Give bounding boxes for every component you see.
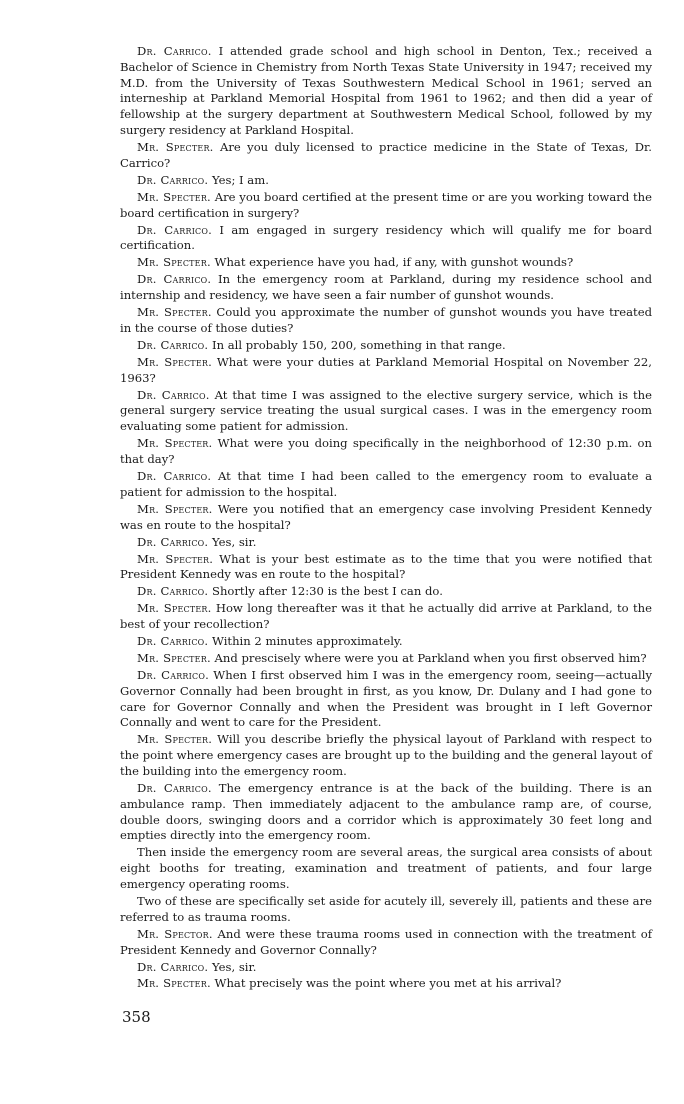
speaker-name: Mr. Spector. [137,926,213,941]
testimony-paragraph [120,502,652,534]
testimony-paragraph [120,927,652,959]
testimony-text: What is your best estimate as to the time that you were notified that President Kennedy was en route to the hospital? [120,551,652,582]
speaker-name: Dr. Carrico. [137,780,212,795]
testimony-paragraph [120,781,652,844]
speaker-name: Dr. Carrico. [137,468,212,483]
speaker-name: Mr. Specter. [137,976,211,991]
testimony-paragraph [120,388,652,435]
testimony-paragraph [120,535,652,551]
testimony-paragraph [120,305,652,337]
testimony-paragraph [120,436,652,468]
testimony-paragraph [120,552,652,584]
testimony-text: What were you doing specifically in the neighborhood of 12:30 p.m. on that day? [120,436,652,466]
speaker-name: Dr. Carrico. [137,337,209,352]
testimony-text: Yes, sir. [208,534,257,549]
testimony-text: I attended grade school and high school in Denton, Tex.; received a Bachelor of Science in Chemistry from North Texas State University in 1947; received my M.D. from the University of Texas Southwestern Medical School in 1961; served an interneship at Parkland Memorial Hospital from 1961 to 1962; and then did a year of fellowship at the surgery department at Southwestern Medical School, followed by my surgery residency at Parkland Hospital. [120,44,652,137]
speaker-name: Mr. Specter. [137,139,214,154]
testimony-text: I am engaged in surgery residency which will qualify me for board certification. [120,222,652,253]
testimony-paragraph [120,651,652,667]
testimony-paragraph [120,223,652,255]
testimony-text: At that time I had been called to the emergency room to evaluate a patient for admission to the hospital. [120,468,653,499]
testimony-text: At that time I was assigned to the elective surgery service, which is the general surgery service treating the usual surgical cases. I was in the emergency room evaluating some patient for admission. [120,387,653,434]
speaker-name: Dr. Carrico. [137,634,209,649]
testimony-paragraph [120,732,652,779]
speaker-name: Mr. Specter. [137,436,213,451]
speaker-name: Mr. Specter. [137,189,211,204]
testimony-text: And were these trauma rooms used in connection with the treatment of President Kennedy and Governor Connally? [120,926,653,957]
speaker-name: Mr. Specter. [137,551,214,566]
speaker-name: Dr. Carrico. [137,222,213,237]
testimony-text: Could you approximate the number of gunshot wounds you have treated in the course of those duties? [120,305,652,335]
testimony-text: Yes; I am. [208,172,269,187]
testimony-text: Will you describe briefly the physical layout of Parkland with respect to the point where emergency cases are brought up to the building and the general layout of the building into the emergency room. [120,732,653,778]
testimony-text: In all probably 150, 200, something in that range. [208,337,506,352]
speaker-name: Dr. Carrico. [137,668,209,683]
speaker-name: Dr. Carrico. [137,387,210,402]
testimony-paragraph [120,894,652,926]
testimony-paragraph [120,845,652,892]
transcript-page [120,44,652,993]
testimony-text: Are you duly licensed to practice medicine in the State of Texas, Dr. Carrico? [120,139,652,170]
testimony-text: What were your duties at Parkland Memorial Hospital on November 22, 1963? [120,354,652,385]
testimony-text: What precisely was the point where you met at his arrival? [210,976,562,991]
testimony-text: Are you board certified at the present time or are you working toward the board certification in surgery? [120,189,652,220]
speaker-name: Mr. Specter. [137,305,212,320]
speaker-name: Dr. Carrico. [137,959,209,974]
speaker-name: Mr. Specter. [137,601,212,616]
testimony-text: Yes, sir. [208,959,257,974]
testimony-text: Within 2 minutes approximately. [208,634,403,649]
testimony-paragraph [120,44,652,139]
speaker-name: Mr. Specter. [137,732,213,747]
testimony-paragraph [120,584,652,600]
testimony-paragraph [120,272,652,304]
testimony-paragraph [120,976,652,992]
speaker-name: Mr. Specter. [137,354,212,369]
testimony-text: Were you notified that an emergency case involving President Kennedy was en route to the hospital? [120,501,652,532]
testimony-text: Shortly after 12:30 is the best I can do. [208,584,443,599]
speaker-name: Dr. Carrico. [137,172,209,187]
testimony-text: Two of these are specifically set aside for acutely ill, severely ill, patients and these are referred to as trauma rooms. [120,893,652,924]
testimony-paragraph [120,601,652,633]
testimony-paragraph [120,960,652,976]
page-number: 358 [122,1008,151,1026]
testimony-paragraph [120,469,652,501]
speaker-name: Mr. Specter. [137,255,211,270]
testimony-paragraph [120,634,652,650]
speaker-name: Dr. Carrico. [137,534,209,549]
testimony-text: And prescisely where were you at Parkland when you first observed him? [210,651,647,666]
speaker-name: Dr. Carrico. [137,584,209,599]
speaker-name: Mr. Specter. [137,651,211,666]
testimony-text: The emergency entrance is at the back of the building. There is an ambulance ramp. Then immediately adjacent to the ambulance ramp are, of course, double doors, swinging doors and a corridor which is approximately 30 feet long and empties directly into the emergency room. [120,780,653,843]
speaker-name: Mr. Specter. [137,501,213,516]
testimony-paragraph [120,173,652,189]
testimony-paragraph [120,190,652,222]
testimony-paragraph [120,338,652,354]
testimony-text: In the emergency room at Parkland, during my residence school and internship and residency, we have seen a fair number of gunshot wounds. [120,272,652,303]
testimony-text: Then inside the emergency room are several areas, the surgical area consists of about eight booths for treating, examination and treatment of patients, and four large emergency operating rooms. [120,845,652,891]
testimony-body [120,44,652,992]
speaker-name: Dr. Carrico. [137,272,212,287]
testimony-text: What experience have you had, if any, with gunshot wounds? [210,255,574,270]
testimony-paragraph [120,355,652,387]
speaker-name: Dr. Carrico. [137,44,212,58]
testimony-paragraph [120,255,652,271]
testimony-paragraph [120,140,652,172]
testimony-text: When I first observed him I was in the emergency room, seeing—actually Governor Connally had been brought in first, as you know, Dr. Dulany and I had gone to care for Governor Connally and when the President was brought in I left Governor Connally and went to care for the President. [120,668,652,730]
testimony-paragraph [120,668,652,731]
testimony-text: How long thereafter was it that he actually did arrive at Parkland, to the best of your recollection? [120,601,652,632]
